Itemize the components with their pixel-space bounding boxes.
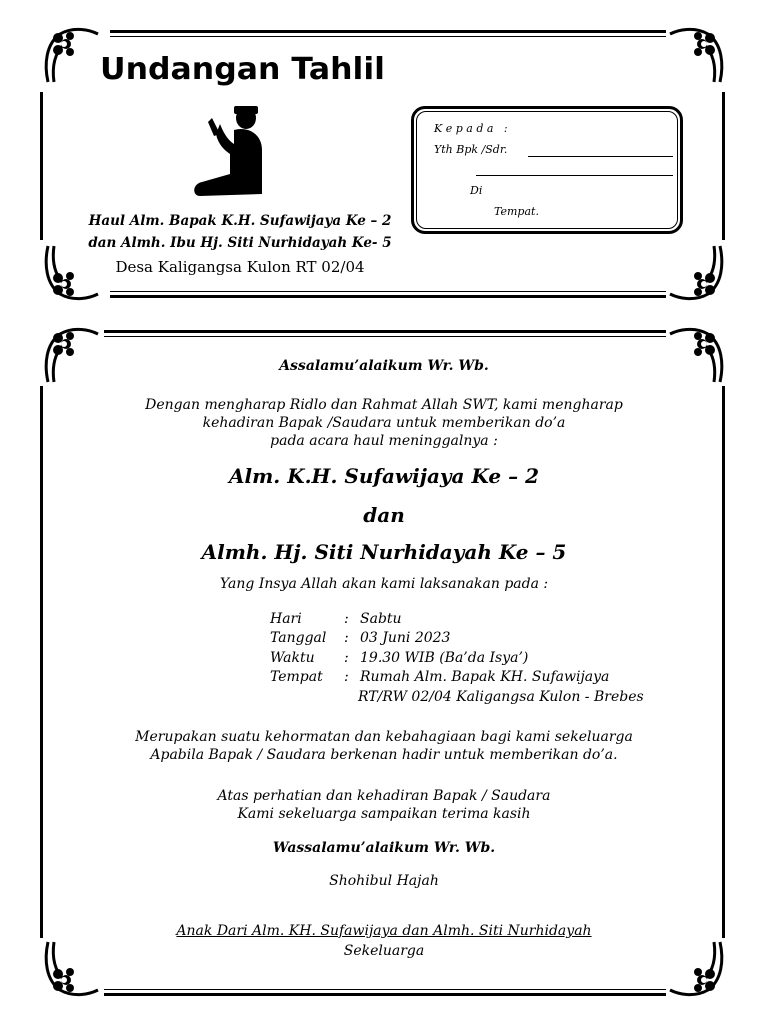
detail-label-hari: Hari — [270, 611, 302, 627]
top-border-inner — [110, 36, 666, 37]
yth-label: Yth Bpk /Sdr. — [434, 143, 508, 156]
detail-value-hari: Sabtu — [360, 611, 402, 627]
honor-line-2: Apabila Bapak / Saudara berkenan hadir untuk memberikan do’a. — [150, 747, 618, 763]
detail-value-tempat: Rumah Alm. Bapak KH. Sufawijaya — [360, 669, 610, 685]
greeting: Assalamu’alaikum Wr. Wb. — [279, 358, 489, 374]
di-label: Di — [470, 184, 483, 197]
left-border — [40, 92, 43, 240]
bottom-border — [104, 993, 666, 996]
deceased-name-1: Alm. K.H. Sufawijaya Ke – 2 — [229, 464, 539, 488]
detail-sep: : — [344, 650, 349, 666]
signature: Anak Dari Alm. KH. Sufawijaya dan Almh. Siti Nurhidayah — [176, 923, 592, 939]
honor-line-1: Merupakan suatu kehormatan dan kebahagiaan bagi kami sekeluarga — [135, 729, 633, 745]
thanks-line-1: Atas perhatian dan kehadiran Bapak / Saudara — [217, 788, 551, 804]
recipient-line-1[interactable] — [528, 156, 673, 157]
top-border — [104, 330, 666, 333]
right-border — [722, 92, 725, 240]
intro-line-3: pada acara haul meninggalnya : — [270, 433, 498, 449]
dan-label: dan — [363, 503, 405, 527]
detail-label-tanggal: Tanggal — [270, 630, 327, 646]
bottom-border-inner — [110, 291, 666, 292]
praying-figure-icon — [190, 104, 270, 200]
schedule-intro: Yang Insya Allah akan kami laksanakan pada : — [219, 576, 549, 592]
corner-ornament-icon — [40, 24, 100, 84]
detail-label-waktu: Waktu — [270, 650, 315, 666]
detail-sep: : — [344, 611, 349, 627]
intro-line-1: Dengan mengharap Ridlo dan Rahmat Allah SWT, kami mengharap — [145, 397, 623, 413]
top-border — [110, 30, 666, 33]
corner-ornament-icon — [668, 244, 728, 304]
corner-ornament-icon — [668, 324, 728, 384]
haul-line-2: dan Almh. Ibu Hj. Siti Nurhidayah Ke- 5 — [88, 235, 392, 251]
kepada-label: K e p a d a : — [434, 122, 508, 135]
tempat-label: Tempat. — [494, 205, 539, 218]
envelope-title: Undangan Tahlil — [100, 52, 385, 87]
detail-sep: : — [344, 630, 349, 646]
location-line: Desa Kaligangsa Kulon RT 02/04 — [115, 258, 365, 276]
intro-line-2: kehadiran Bapak /Saudara untuk memberikan do’a — [202, 415, 566, 431]
bottom-border — [110, 295, 666, 298]
left-border — [40, 386, 43, 938]
corner-ornament-icon — [668, 24, 728, 84]
top-border-inner — [104, 336, 666, 337]
detail-value-waktu: 19.30 WIB (Ba’da Isya’) — [360, 650, 529, 666]
right-border — [722, 386, 725, 938]
recipient-line-2[interactable] — [476, 175, 673, 176]
corner-ornament-icon — [40, 324, 100, 384]
detail-value-tempat-line-2: RT/RW 02/04 Kaligangsa Kulon - Brebes — [358, 689, 644, 705]
bottom-border-inner — [104, 989, 666, 990]
closing: Wassalamu’alaikum Wr. Wb. — [272, 840, 496, 856]
detail-label-tempat: Tempat — [270, 669, 323, 685]
thanks-line-2: Kami sekeluarga sampaikan terima kasih — [237, 806, 531, 822]
deceased-name-2: Almh. Hj. Siti Nurhidayah Ke – 5 — [201, 540, 567, 564]
haul-line-1: Haul Alm. Bapak K.H. Sufawijaya Ke – 2 — [88, 213, 392, 229]
host: Shohibul Hajah — [329, 873, 439, 889]
detail-sep: : — [344, 669, 349, 685]
detail-value-tanggal: 03 Juni 2023 — [360, 630, 451, 646]
family: Sekeluarga — [343, 943, 425, 959]
